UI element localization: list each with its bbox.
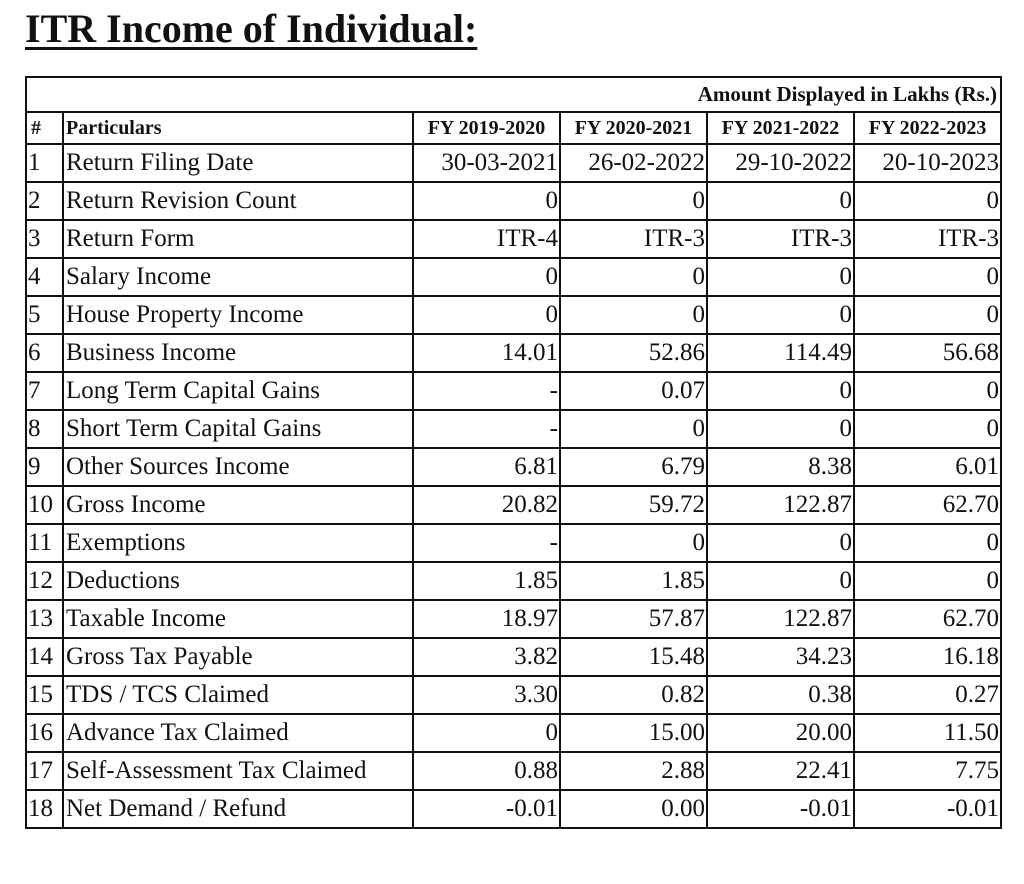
row-particular: TDS / TCS Claimed [63,676,413,714]
row-value-cell: 0 [707,524,854,562]
column-header-particulars: Particulars [63,112,413,144]
row-value-cell: 29-10-2022 [707,144,854,182]
row-number: 5 [26,296,63,334]
row-value-cell: 122.87 [707,486,854,524]
column-header-fy-2022-2023: FY 2022-2023 [854,112,1001,144]
row-value-cell: 0 [854,410,1001,448]
row-value-cell: 15.00 [560,714,707,752]
table-row [26,182,1001,220]
column-header-fy-2021-2022: FY 2021-2022 [707,112,854,144]
row-number: 17 [26,752,63,790]
row-value-cell: 0 [560,524,707,562]
row-number: 1 [26,144,63,182]
row-number: 9 [26,448,63,486]
amount-unit-note: Amount Displayed in Lakhs (Rs.) [26,77,1001,112]
table-row [26,790,1001,828]
row-value-cell: ITR-3 [854,220,1001,258]
row-particular: Taxable Income [63,600,413,638]
row-value-cell: 0 [854,182,1001,220]
row-value-cell: 30-03-2021 [413,144,560,182]
row-particular: Return Revision Count [63,182,413,220]
row-value-cell: ITR-3 [707,220,854,258]
row-value-cell: 122.87 [707,600,854,638]
row-value-cell: 0 [560,410,707,448]
row-value-cell: 18.97 [413,600,560,638]
row-value-cell: 0 [413,258,560,296]
row-number: 14 [26,638,63,676]
row-value-cell: 0 [854,524,1001,562]
row-number: 12 [26,562,63,600]
row-particular: Business Income [63,334,413,372]
row-value-cell: 11.50 [854,714,1001,752]
row-value-cell: 0.27 [854,676,1001,714]
table-row [26,296,1001,334]
row-particular: Deductions [63,562,413,600]
row-value-cell: 0 [413,182,560,220]
table-row [26,258,1001,296]
row-number: 11 [26,524,63,562]
row-value-cell: 0 [560,182,707,220]
row-particular: Short Term Capital Gains [63,410,413,448]
table-row [26,562,1001,600]
row-particular: Return Form [63,220,413,258]
row-number: 13 [26,600,63,638]
row-value-cell: 15.48 [560,638,707,676]
row-particular: Gross Income [63,486,413,524]
row-number: 16 [26,714,63,752]
row-value-cell: 3.30 [413,676,560,714]
row-particular: Gross Tax Payable [63,638,413,676]
row-value-cell: 0 [560,258,707,296]
table-row [26,600,1001,638]
row-value-cell: 0 [707,562,854,600]
row-value-cell: 57.87 [560,600,707,638]
row-value-cell: 0 [854,562,1001,600]
column-header-fy-2019-2020: FY 2019-2020 [413,112,560,144]
column-header-fy-2020-2021: FY 2020-2021 [560,112,707,144]
row-value-cell: 0 [560,296,707,334]
row-value-cell: 26-02-2022 [560,144,707,182]
row-value-cell: 0.88 [413,752,560,790]
row-value-cell: 14.01 [413,334,560,372]
row-particular: Exemptions [63,524,413,562]
row-particular: Salary Income [63,258,413,296]
row-number: 3 [26,220,63,258]
table-row [26,334,1001,372]
row-value-cell: -0.01 [707,790,854,828]
row-value-cell: 1.85 [413,562,560,600]
table-row [26,448,1001,486]
row-value-cell: - [413,524,560,562]
row-value-cell: 7.75 [854,752,1001,790]
row-value-cell: 0 [707,258,854,296]
row-value-cell: 0.00 [560,790,707,828]
table-row [26,486,1001,524]
row-value-cell: 52.86 [560,334,707,372]
table-row [26,524,1001,562]
table-row [26,372,1001,410]
row-value-cell: 59.72 [560,486,707,524]
table-body [26,144,1001,828]
row-value-cell: 16.18 [854,638,1001,676]
table-row [26,638,1001,676]
row-value-cell: - [413,372,560,410]
row-value-cell: 114.49 [707,334,854,372]
table-header-row [26,112,1001,144]
row-value-cell: -0.01 [413,790,560,828]
row-particular: Long Term Capital Gains [63,372,413,410]
table-row [26,144,1001,182]
row-number: 15 [26,676,63,714]
amount-note-row [26,77,1001,112]
row-value-cell: 6.79 [560,448,707,486]
row-number: 4 [26,258,63,296]
row-value-cell: 0 [707,182,854,220]
row-number: 6 [26,334,63,372]
row-value-cell: 62.70 [854,600,1001,638]
column-header-number: # [26,112,63,144]
row-particular: House Property Income [63,296,413,334]
page-title: ITR Income of Individual: [25,6,478,51]
row-value-cell: - [413,410,560,448]
row-particular: Net Demand / Refund [63,790,413,828]
row-number: 7 [26,372,63,410]
row-particular: Other Sources Income [63,448,413,486]
table-row [26,714,1001,752]
row-value-cell: 0.07 [560,372,707,410]
row-value-cell: 0 [707,296,854,334]
row-value-cell: 22.41 [707,752,854,790]
row-particular: Self-Assessment Tax Claimed [63,752,413,790]
row-value-cell: -0.01 [854,790,1001,828]
row-value-cell: ITR-4 [413,220,560,258]
row-value-cell: 56.68 [854,334,1001,372]
table-row [26,676,1001,714]
itr-income-table [25,76,1002,829]
row-value-cell: 0.38 [707,676,854,714]
row-value-cell: ITR-3 [560,220,707,258]
row-value-cell: 0 [413,714,560,752]
row-number: 10 [26,486,63,524]
row-particular: Advance Tax Claimed [63,714,413,752]
row-number: 2 [26,182,63,220]
row-value-cell: 0 [707,410,854,448]
row-value-cell: 6.01 [854,448,1001,486]
row-value-cell: 0 [854,258,1001,296]
row-number: 8 [26,410,63,448]
row-value-cell: 0.82 [560,676,707,714]
row-value-cell: 1.85 [560,562,707,600]
row-value-cell: 8.38 [707,448,854,486]
row-value-cell: 20.82 [413,486,560,524]
row-value-cell: 0 [707,372,854,410]
row-number: 18 [26,790,63,828]
row-value-cell: 0 [413,296,560,334]
row-value-cell: 0 [854,296,1001,334]
table-row [26,410,1001,448]
table-row [26,220,1001,258]
row-value-cell: 62.70 [854,486,1001,524]
row-value-cell: 0 [854,372,1001,410]
row-value-cell: 20.00 [707,714,854,752]
row-value-cell: 6.81 [413,448,560,486]
row-value-cell: 2.88 [560,752,707,790]
row-value-cell: 20-10-2023 [854,144,1001,182]
row-value-cell: 3.82 [413,638,560,676]
row-particular: Return Filing Date [63,144,413,182]
row-value-cell: 34.23 [707,638,854,676]
table-row [26,752,1001,790]
